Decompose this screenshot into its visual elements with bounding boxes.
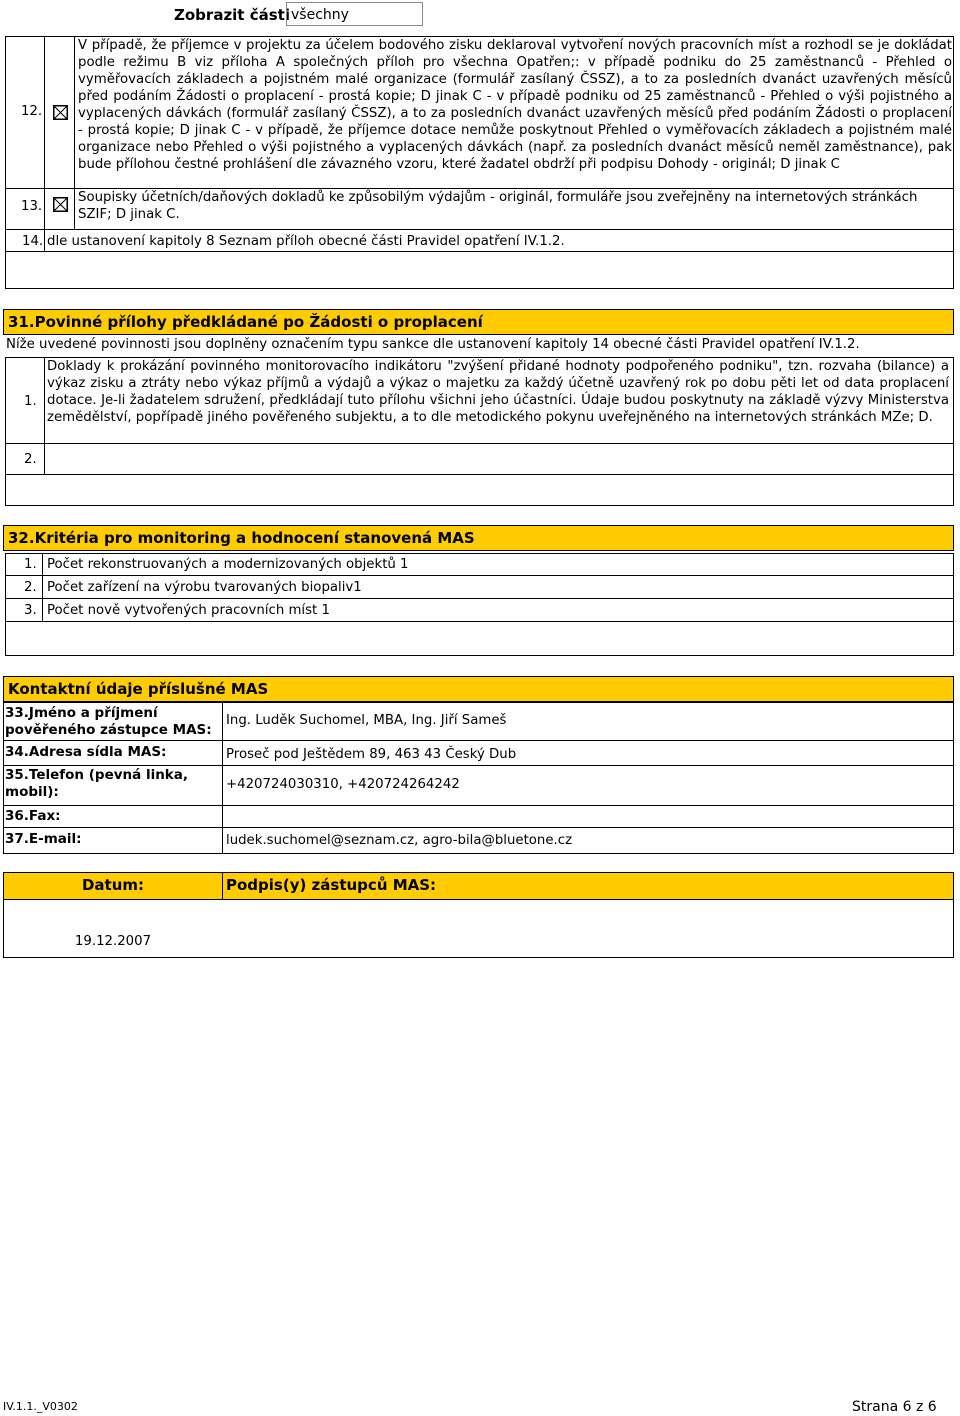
- date-value: 19.12.2007: [74, 934, 152, 949]
- item-number: 14.: [22, 234, 44, 249]
- attachment-checkbox[interactable]: [53, 197, 68, 212]
- item-number: 12.: [21, 104, 43, 119]
- contact-email-value: ludek.suchomel@seznam.cz, agro-bila@bluetone.cz: [226, 833, 573, 848]
- item-text: Doklady k prokázání povinného monitorovacího indikátoru "zvýšení přidané hodnoty podpořeného podniku", tzn. rozvaha (bilance) a výkaz zisku a ztráty nebo výkaz příjmů a výdajů a výkaz o majetku za každý účetně uzavřený rok po dobu pěti let od data proplacení dotace. Je-li žadatelem sdružení, předkládají tuto přílohu všichni jeho účastníci. Údaje budou poskytnuty na základě výzvy Ministerstva zemědělství, popřípadě jiného pověřeného subjektu, a to dle metodického pokynu uveřejněného na internetových stránkách MZe; D.: [47, 359, 949, 425]
- filter-value: všechny: [291, 7, 349, 23]
- item-number: 1.: [24, 394, 37, 409]
- footer-page: Strana 6 z 6: [852, 1399, 937, 1415]
- section-32-header: 32.Kritéria pro monitoring a hodnocení stanovená MAS: [3, 525, 954, 551]
- item-text: Počet zařízení na výrobu tvarovaných biopaliv1: [47, 580, 362, 595]
- section-31-intro: Níže uvedené povinnosti jsou doplněny označením typu sankce dle ustanovení kapitoly 14 obecné části Pravidel opatření IV.1.2.: [6, 337, 860, 352]
- contact-name-value: Ing. Luděk Suchomel, MBA, Ing. Jiří Sameš: [226, 713, 507, 728]
- item-number: 1.: [24, 557, 37, 572]
- item-text: Počet rekonstruovaných a modernizovaných objektů 1: [47, 557, 409, 572]
- attachment-checkbox[interactable]: [53, 105, 68, 120]
- footer-code: IV.1.1._V0302: [3, 1400, 78, 1413]
- contact-name-label: 33.Jméno a příjmení pověřeného zástupce MAS:: [5, 705, 212, 738]
- item-text: dle ustanovení kapitoly 8 Seznam příloh obecné části Pravidel opatření IV.1.2.: [47, 234, 565, 249]
- date-label: Datum:: [81, 876, 145, 894]
- contact-header: Kontaktní údaje příslušné MAS: [3, 676, 954, 702]
- filter-select[interactable]: [286, 2, 423, 26]
- contact-email-label: 37.E-mail:: [5, 831, 82, 847]
- item-number: 2.: [24, 452, 37, 467]
- item-text: V případě, že příjemce v projektu za účelem bodového zisku deklaroval vytvoření nových pracovních míst a rozhodl se je dokládat podle režimu B viz příloha A společných příloh pro všechna Opatřen;: v případě podniku do 25 zaměstnanců - Přehled o vyměřovacích základech a pojistném malé organizace (formulář zasílaný ČSSZ), a to za posledních dvanáct uzavřených měsíců před podáním Žádosti o proplacení - prostá kopie; D jinak C - v případě podniku od 25 zaměstnanců - Přehled o výši pojistného a vyplacených dávkách (formulář zasílaný ČSSZ), a to za posledních dvanáct uzavřených měsíců před podáním Žádosti o proplacení - prostá kopie; D jinak C - v případě, že příjemce dotace nemůže poskytnout Přehled o vyměřovacích základech a pojistném malé organizace nebo Přehled o výši pojistného a vyplacených dávkách (např. za posledních dvanáct měsíců neměl zaměstnance), pak bude přílohou čestné prohlášení dle závazného vzoru, které žadatel obdrží při podpisu Dohody - originál; D jinak C: [78, 38, 952, 172]
- contact-address-label: 34.Adresa sídla MAS:: [5, 744, 167, 760]
- filter-label: Zobrazit části: [174, 6, 290, 24]
- contact-phone-label: 35.Telefon (pevná linka, mobil):: [5, 767, 189, 800]
- item-text: Soupisky účetních/daňových dokladů ke způsobilým výdajům - originál, formuláře jsou zveřejněny na internetových stránkách SZIF; D jinak C.: [78, 190, 918, 222]
- section-31-header: 31.Povinné přílohy předkládané po Žádosti o proplacení: [3, 309, 954, 335]
- contact-fax-label: 36.Fax:: [5, 808, 61, 824]
- item-text: Počet nově vytvořených pracovních míst 1: [47, 603, 330, 618]
- signature-label: Podpis(y) zástupců MAS:: [226, 876, 437, 894]
- checkbox-check-icon: [54, 198, 67, 211]
- item-number: 13.: [21, 199, 43, 214]
- contact-phone-value: +420724030310, +420724264242: [226, 777, 460, 792]
- checkbox-check-icon: [54, 106, 67, 119]
- item-number: 3.: [24, 603, 37, 618]
- contact-address-value: Proseč pod Ještědem 89, 463 43 Český Dub: [226, 747, 517, 762]
- item-number: 2.: [24, 580, 37, 595]
